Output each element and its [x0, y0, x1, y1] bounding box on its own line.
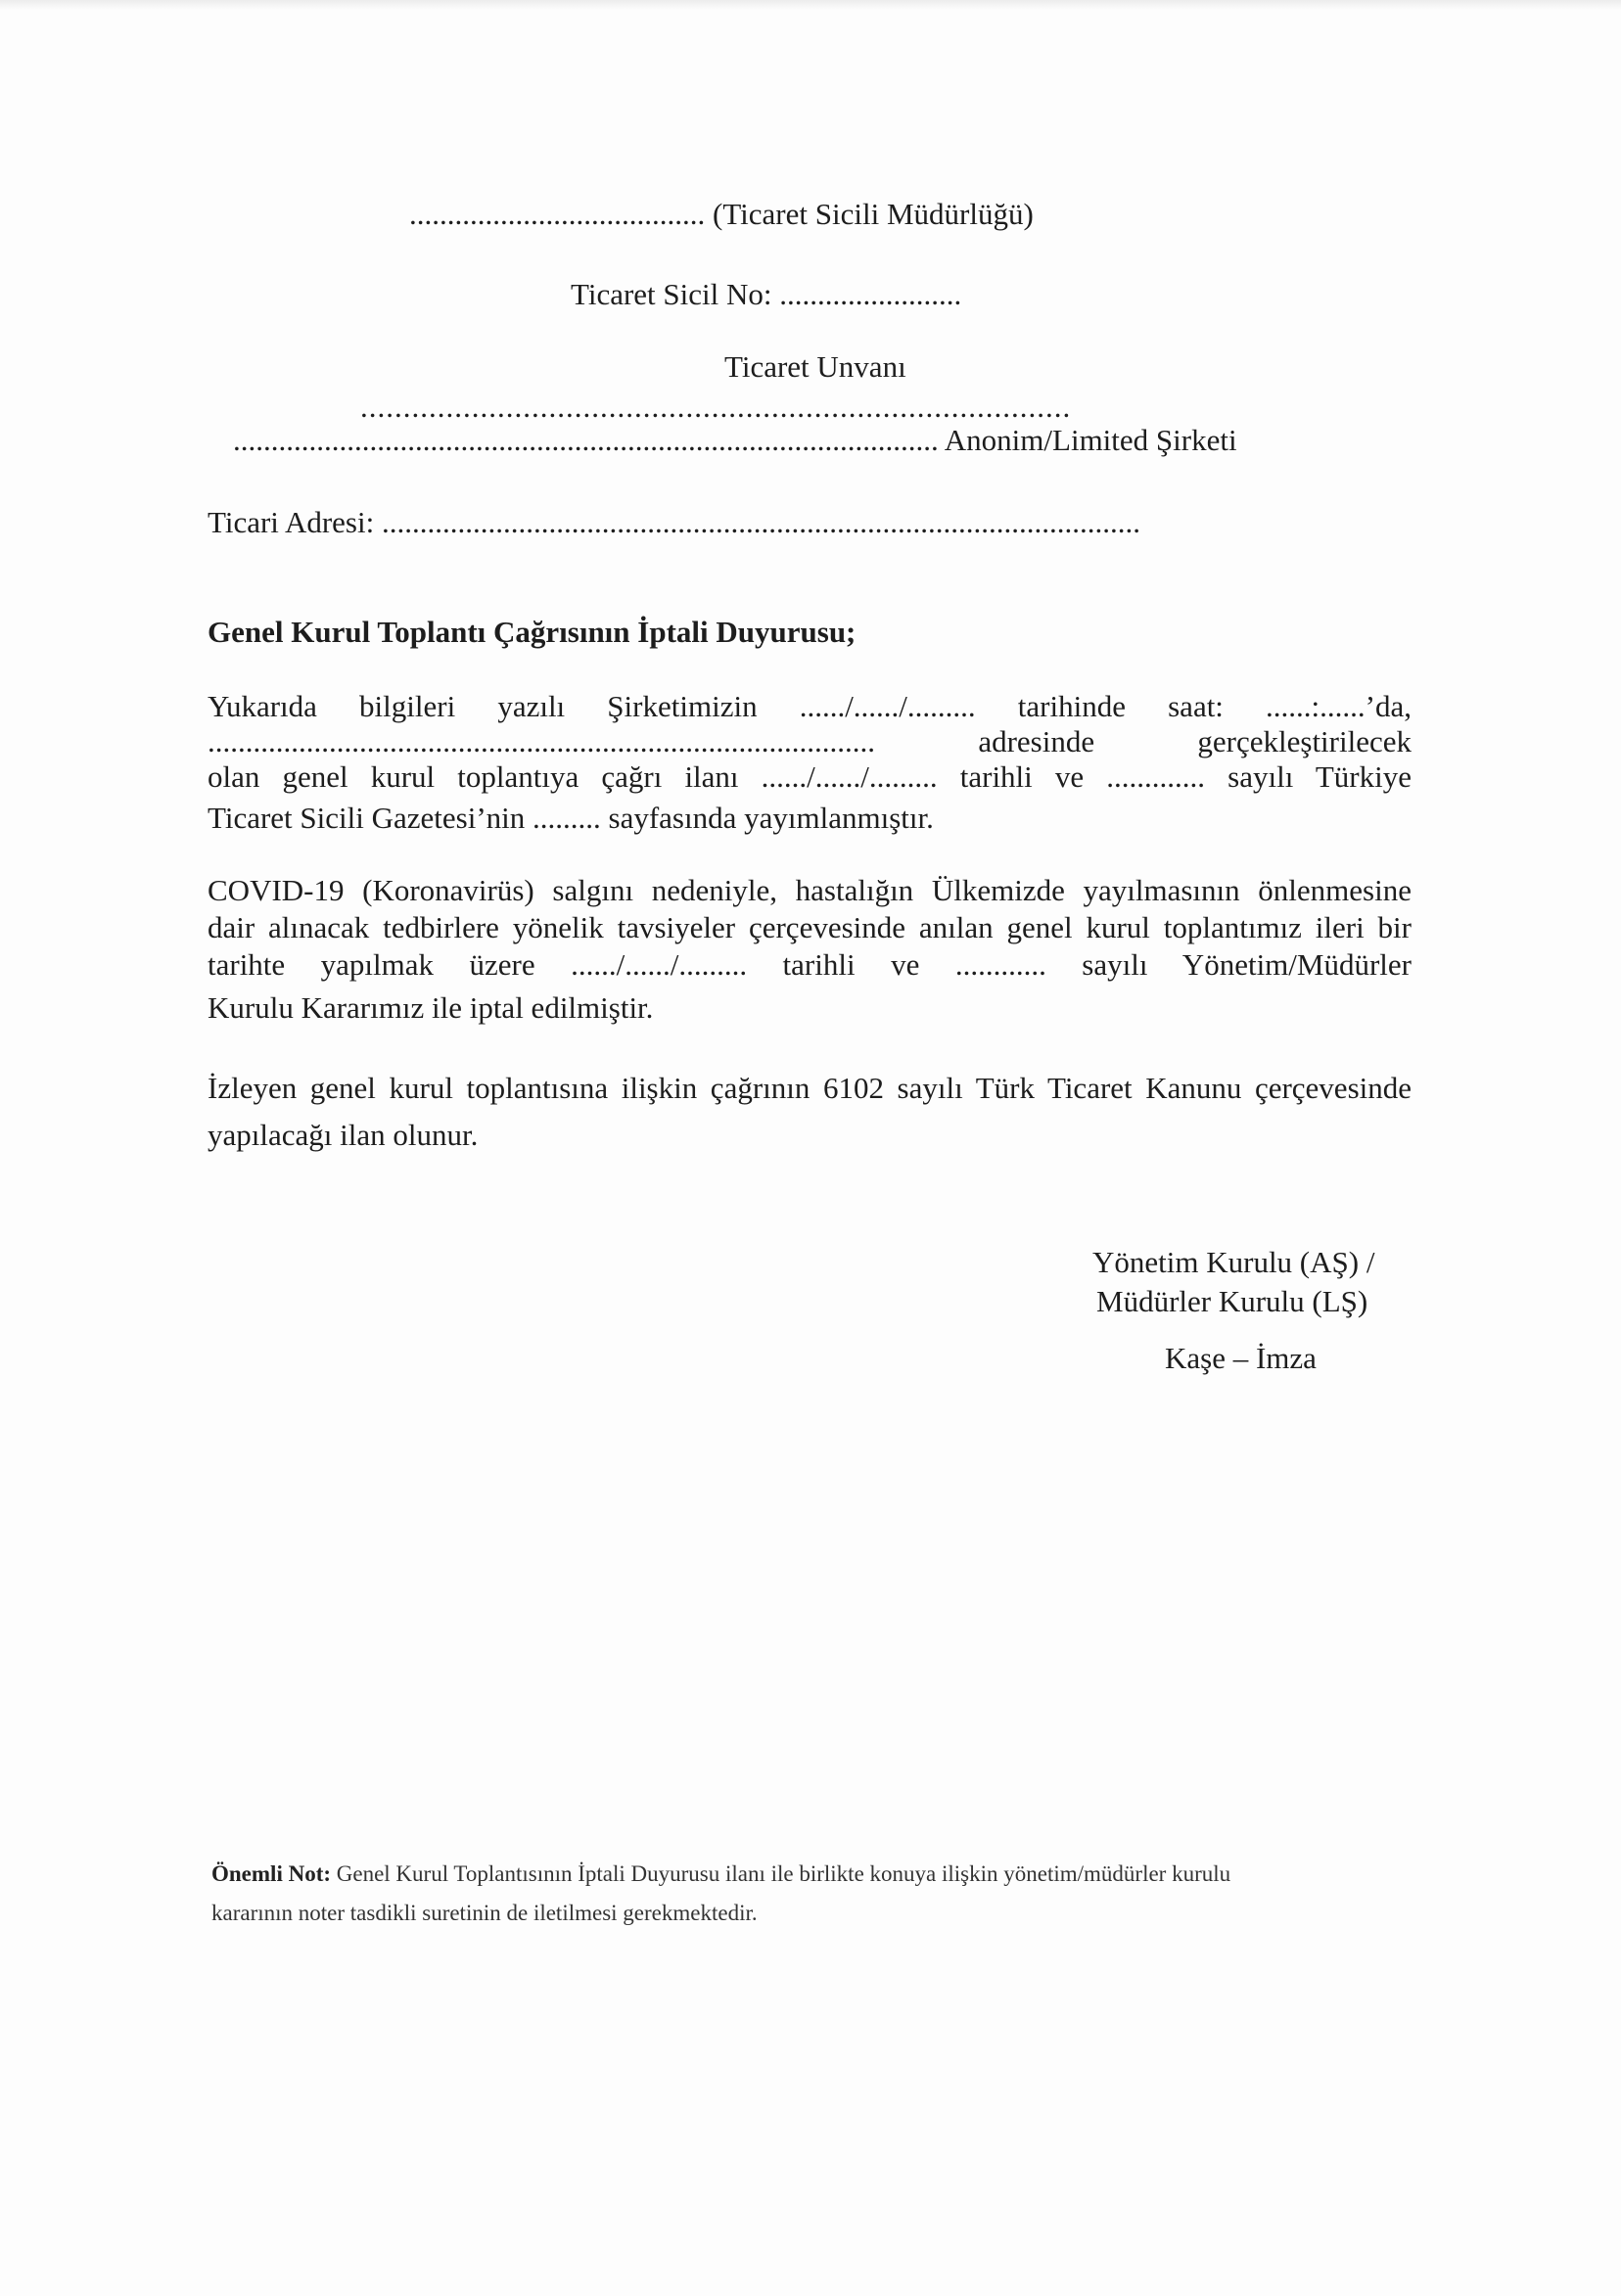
paragraph3-line2: yapılacağı ilan olunur. [208, 1118, 479, 1152]
paragraph1-line4: Ticaret Sicili Gazetesi’nin ......... sayfasında yayımlanmıştır. [208, 801, 934, 835]
paragraph1-line2: ........................................................................................ adresinde gerçekleştirilecek [208, 724, 1412, 758]
seal-signature-label: Kaşe – İmza [1165, 1341, 1317, 1375]
footer-note-line2: kararının noter tasdikli suretinin de iletilmesi gerekmektedir. [211, 1901, 758, 1925]
paragraph2-line2: dair alınacak tedbirlere yönelik tavsiyeler çerçevesinde anılan genel kurul toplantımız ileri bir [208, 910, 1412, 944]
paragraph3-line1: İzleyen genel kurul toplantısına ilişkin çağrının 6102 sayılı Türk Ticaret Kanunu çerçevesinde [208, 1071, 1412, 1105]
company-type-line: ............................................................................................. Anonim/Limited Şirketi [233, 423, 1237, 457]
signature-board-line1: Yönetim Kurulu (AŞ) / [1092, 1245, 1375, 1279]
registry-office-line: ....................................... (Ticaret Sicili Müdürlüğü) [409, 197, 1034, 231]
footer-note-label: Önemli Not: [211, 1861, 332, 1886]
scan-edge [0, 0, 1621, 10]
footer-note-text1: Genel Kurul Toplantısının İptali Duyurusu ilanı ile birlikte konuya ilişkin yönetim/müdürler kurulu [336, 1861, 1231, 1886]
paragraph1-line3: olan genel kurul toplantıya çağrı ilanı ....../....../......... tarihli ve ............. sayılı Türkiye [208, 759, 1412, 794]
trade-name-dots: ................................................................................... [360, 390, 1072, 424]
registry-number-line: Ticaret Sicil No: ........................ [571, 277, 962, 311]
trade-name-label: Ticaret Unvanı [724, 349, 906, 384]
announcement-title: Genel Kurul Toplantı Çağrısının İptali Duyurusu; [208, 615, 857, 649]
paragraph2-line4: Kurulu Kararımız ile iptal edilmiştir. [208, 990, 654, 1025]
paragraph2-line3: tarihte yapılmak üzere ....../....../......... tarihli ve ............ sayılı Yönetim/Müdürler [208, 947, 1412, 982]
paragraph1-line1: Yukarıda bilgileri yazılı Şirketimizin ....../....../......... tarihinde saat: ......:......’da, [208, 689, 1412, 723]
paragraph2-line1: COVID-19 (Koronavirüs) salgını nedeniyle, hastalığın Ülkemizde yayılmasının önlenmesine [208, 873, 1412, 907]
address-line: Ticari Adresi: .................................................................................................... [208, 505, 1140, 539]
signature-board-line2: Müdürler Kurulu (LŞ) [1096, 1284, 1368, 1318]
footer-note-line1 [211, 1860, 1230, 1889]
